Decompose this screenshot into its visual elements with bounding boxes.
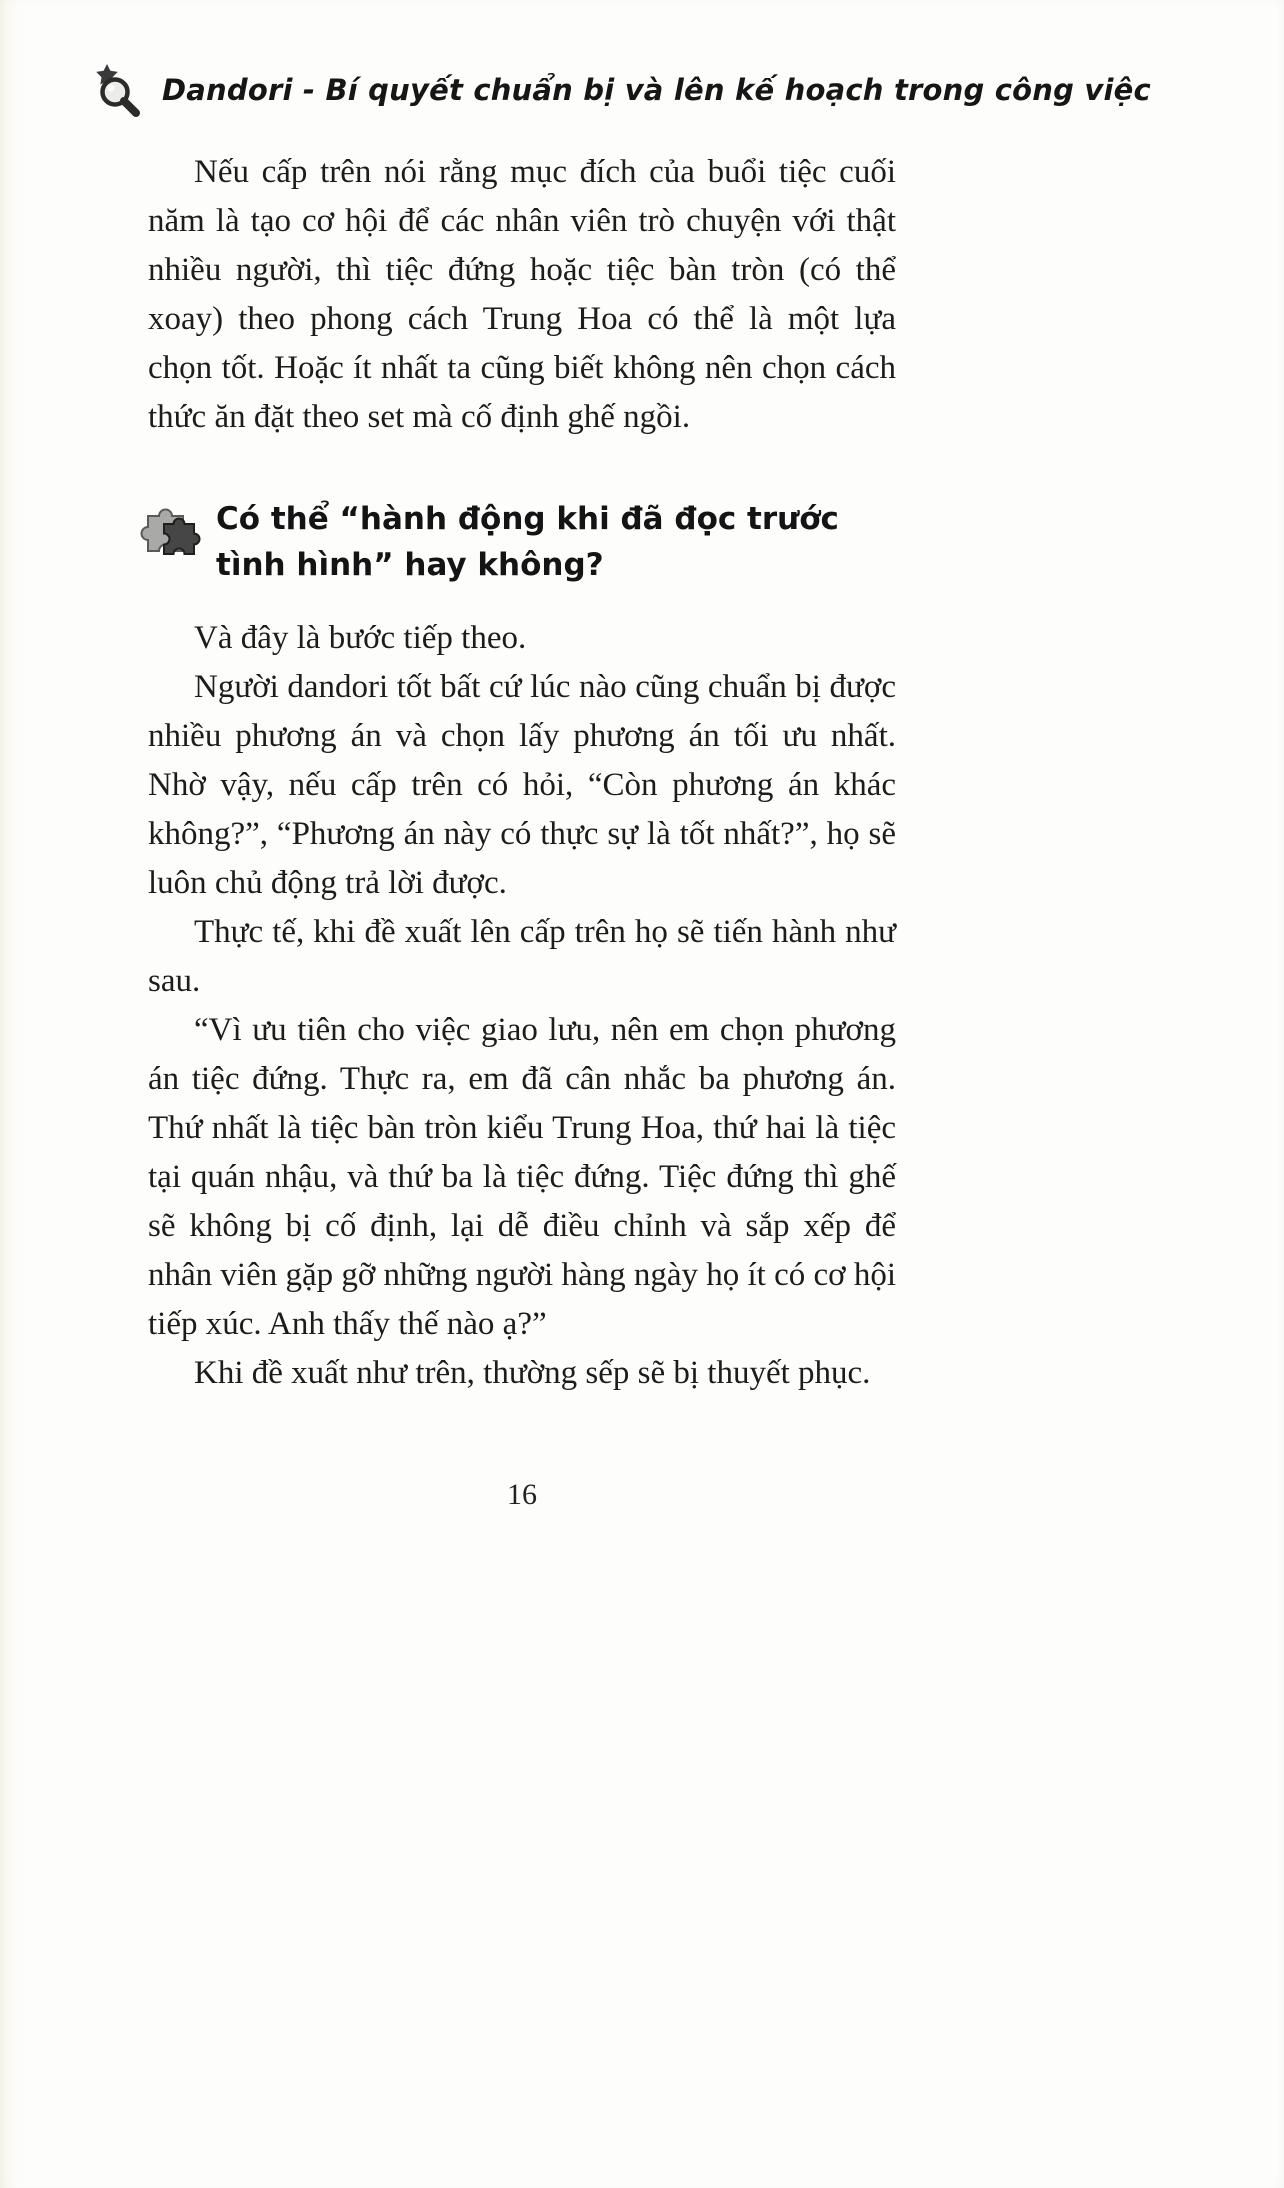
header-title: Dandori - Bí quyết chuẩn bị và lên kế hoạch trong công việc — [162, 73, 1151, 107]
paragraph-5: “Vì ưu tiên cho việc giao lưu, nên em chọn phương án tiệc đứng. Thực ra, em đã cân nhắc ba phương án. Thứ nhất là tiệc bàn tròn kiểu Trung Hoa, thứ hai là tiệc tại quán nhậu, và thứ ba là tiệc đứng. Tiệc đứng thì ghế sẽ không bị cố định, lại dễ điều chỉnh và sắp xếp để nhân viên gặp gỡ những người hàng ngày họ ít có cơ hội tiếp xúc. Anh thấy thế nào ạ?” — [148, 1012, 896, 1342]
puzzle-icon — [140, 496, 204, 562]
paragraph-3: Người dandori tốt bất cứ lúc nào cũng chuẩn bị được nhiều phương án và chọn lấy phương án tối ưu nhất. Nhờ vậy, nếu cấp trên có hỏi, “Còn phương án khác không?”, “Phương án này có thực sự là tốt nhất?”, họ sẽ luôn chủ động trả lời được. — [148, 669, 896, 901]
running-header — [92, 62, 1151, 118]
section-heading-text: Có thể “hành động khi đã đọc trước tình hình” hay không? — [216, 501, 839, 583]
paragraph-2: Và đây là bước tiếp theo. — [194, 620, 527, 656]
magnifier-icon — [92, 62, 146, 118]
page-number: 16 — [507, 1478, 537, 1511]
section-heading — [140, 496, 896, 588]
paragraph-1: Nếu cấp trên nói rằng mục đích của buổi tiệc cuối năm là tạo cơ hội để các nhân viên trò chuyện với thật nhiều người, thì tiệc đứng hoặc tiệc bàn tròn (có thể xoay) theo phong cách Trung Hoa có thể là một lựa chọn tốt. Hoặc ít nhất ta cũng biết không nên chọn cách thức ăn đặt theo set mà cố định ghế ngồi. — [148, 154, 896, 435]
page-footer — [148, 1478, 896, 1512]
paragraph-4: Thực tế, khi đề xuất lên cấp trên họ sẽ tiến hành như sau. — [148, 914, 896, 999]
page-content — [148, 148, 896, 1398]
paragraph-6: Khi đề xuất như trên, thường sếp sẽ bị thuyết phục. — [194, 1355, 871, 1391]
